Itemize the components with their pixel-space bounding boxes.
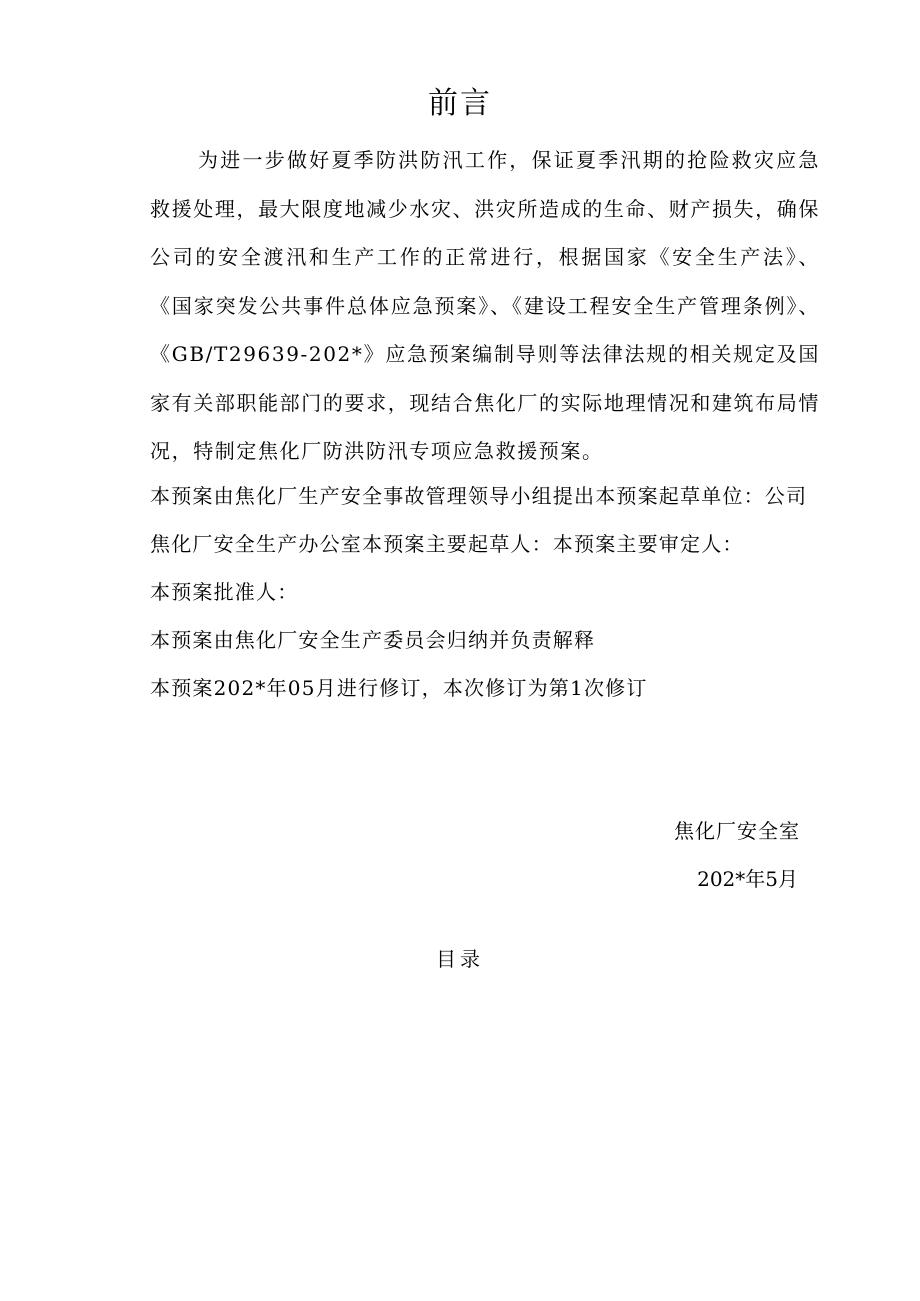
revision-line: 本预案202*年05月进行修订，本次修订为第1次修订 [150, 676, 648, 700]
signature-organization: 焦化厂安全室 [674, 819, 800, 843]
intro-paragraph: 为进一步做好夏季防洪防汛工作，保证夏季汛期的抢险救灾应急救援处理，最大限度地减少水灾、洪灾所造成的生命、财产损失，确保公司的安全渡汛和生产工作的正常进行，根据国家《安全生产法》、《国家突发公共事件总体应急预案》、《建设工程安全生产管理条例》、《GB/T29639-202*》应急预案编制导则等法律法规的相关规定及国家有关部职能部门的要求，现结合焦化厂的实际地理情况和建筑布局情况，特制定焦化厂防洪防汛专项应急救援预案。 [150, 148, 820, 463]
drafting-unit-line: 本预案由焦化厂生产安全事故管理领导小组提出本预案起草单位：公司 [150, 484, 808, 508]
page-title: 前言 [428, 86, 492, 121]
table-of-contents-title: 目录 [436, 947, 484, 971]
approver-line: 本预案批准人： [150, 580, 299, 604]
interpretation-line: 本预案由焦化厂安全生产委员会归纳并负责解释 [150, 628, 596, 652]
signature-date: 202*年5月 [697, 867, 798, 891]
drafters-line: 焦化厂安全生产办公室本预案主要起草人：本预案主要审定人： [150, 532, 744, 556]
